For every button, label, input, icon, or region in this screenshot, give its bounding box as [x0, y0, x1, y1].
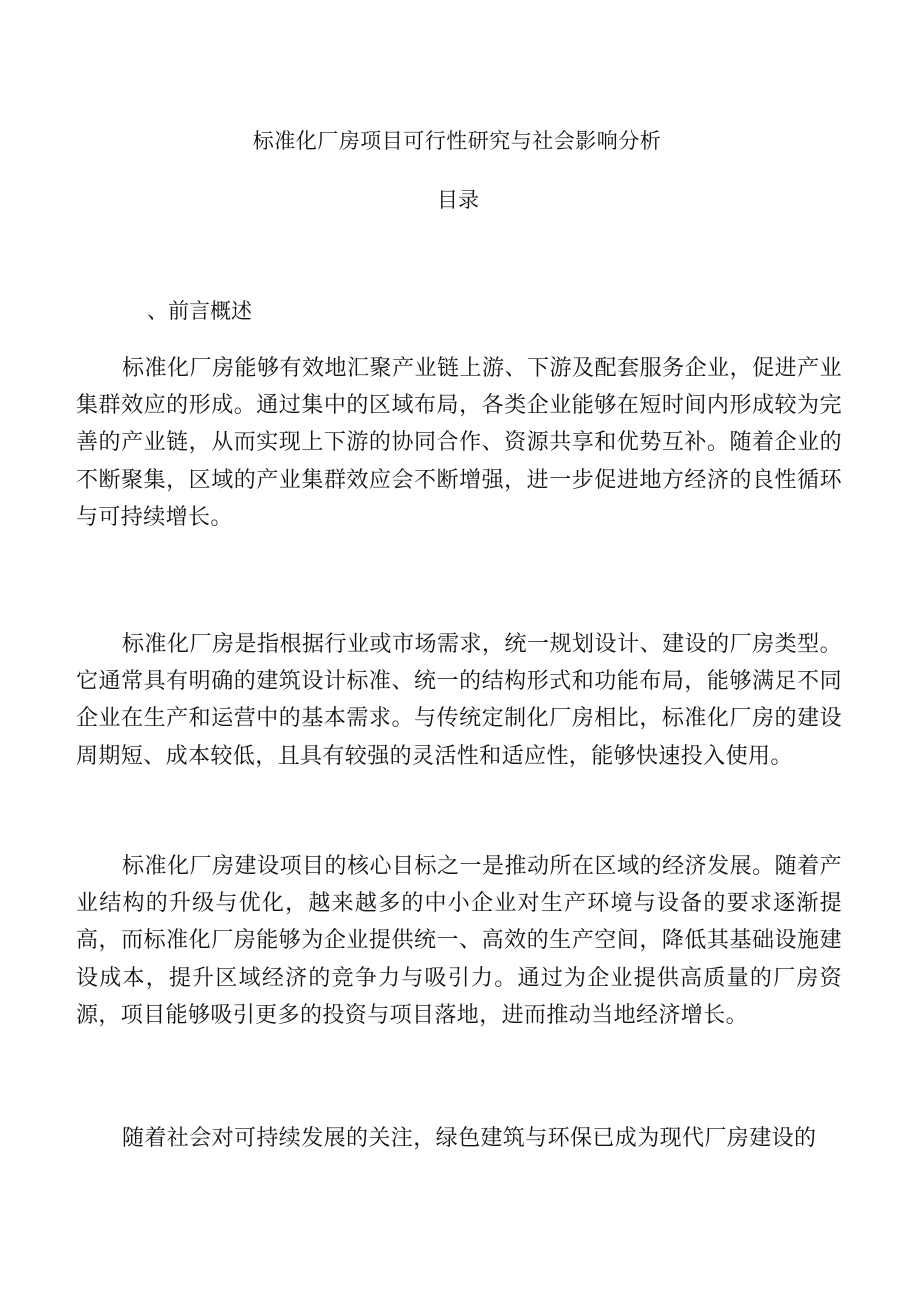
toc-heading: 目录 [437, 188, 479, 212]
section-heading: 、前言概述 [147, 299, 252, 323]
paragraph: 标准化厂房建设项目的核心目标之一是推动所在区域的经济发展。随着产业结构的升级与优化，越来越多的中小企业对生产环境与设备的要求逐渐提高，而标准化厂房能够为企业提供统一、高效的生产空间，降低其基础设施建设成本，提升区域经济的竞争力与吸引力。通过为企业提供高质量的厂房资源，项目能够吸引更多的投资与项目落地，进而推动当地经济增长。 [76, 854, 842, 1028]
document-title: 标准化厂房项目可行性研究与社会影响分析 [252, 129, 662, 153]
paragraph: 标准化厂房能够有效地汇聚产业链上游、下游及配套服务企业，促进产业集群效应的形成。通过集中的区域布局，各类企业能够在短时间内形成较为完善的产业链，从而实现上下游的协同合作、资源共享和优势互补。随着企业的不断聚集，区域的产业集群效应会不断增强，进一步促进地方经济的良性循环与可持续增长。 [76, 356, 842, 530]
paragraph: 随着社会对可持续发展的关注，绿色建筑与环保已成为现代厂房建设的 [122, 1126, 817, 1151]
paragraph: 标准化厂房是指根据行业或市场需求，统一规划设计、建设的厂房类型。它通常具有明确的建筑设计标准、统一的结构形式和功能布局，能够满足不同企业在生产和运营中的基本需求。与传统定制化厂房相比，标准化厂房的建设周期短、成本较低，且具有较强的灵活性和适应性，能够快速投入使用。 [76, 632, 842, 769]
